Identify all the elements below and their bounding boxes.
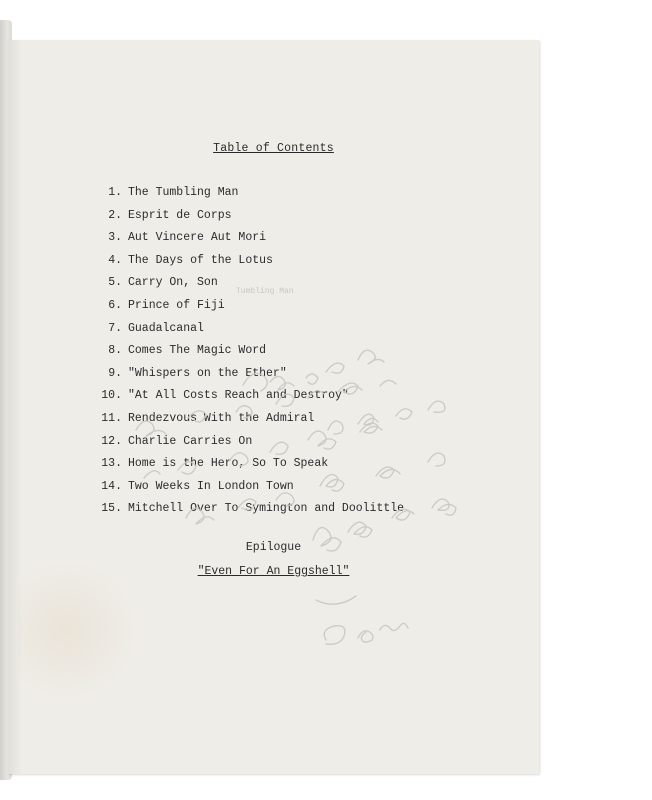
toc-item-title: Aut Vincere Aut Mori: [128, 231, 267, 245]
toc-item-title: Mitchell Over To Symington and Doolittle: [128, 502, 405, 516]
toc-item-title: The Tumbling Man: [128, 186, 239, 199]
toc-item-title: Esprit de Corps: [128, 208, 232, 222]
toc-item: [8, 295, 539, 318]
toc-item: [8, 182, 539, 205]
toc-item-title: Carry On, Son: [128, 276, 218, 290]
toc-item-number: 3.: [108, 231, 122, 245]
toc-item: [8, 476, 539, 499]
toc-item-title: Prince of Fiji: [128, 298, 225, 312]
toc-item-title: "Whispers on the Ether": [128, 366, 287, 380]
toc-item-title: "At All Costs Reach and Destroy": [128, 389, 349, 403]
paper-stain: [18, 560, 138, 700]
toc-item: [8, 272, 539, 295]
toc-item-number: 11.: [101, 411, 122, 425]
manuscript-page: [8, 40, 539, 774]
toc-item-title: Guadalcanal: [128, 321, 204, 335]
toc-item-number: 14.: [101, 479, 122, 493]
toc-item-number: 4.: [108, 253, 122, 267]
toc-item-number: 10.: [101, 389, 122, 403]
toc-item-title: The Days of the Lotus: [128, 253, 273, 267]
toc-item: [8, 408, 539, 431]
toc-item: [8, 205, 539, 228]
page-edge-shadow: [8, 40, 22, 774]
toc-item-number: 1.: [108, 186, 122, 199]
toc-item-number: 9.: [108, 366, 122, 380]
toc-item-number: 12.: [101, 434, 122, 448]
toc-item-title: Charlie Carries On: [128, 434, 253, 448]
toc-item-title: Two Weeks In London Town: [128, 479, 294, 493]
toc-item-number: 7.: [108, 321, 122, 335]
epilogue-label: Epilogue: [245, 541, 302, 554]
toc-item: [8, 227, 539, 250]
toc-item: [8, 363, 539, 386]
epilogue-title: "Even For An Eggshell": [197, 565, 350, 578]
toc-item-number: 2.: [108, 208, 122, 222]
toc-item-title: Home is the Hero, So To Speak: [128, 457, 329, 471]
toc-item-number: 6.: [108, 298, 122, 312]
toc-item-number: 13.: [101, 457, 122, 471]
toc-item-number: 8.: [108, 344, 122, 358]
page-title: Table of Contents: [213, 142, 334, 155]
toc-list: [8, 182, 539, 521]
bleed-through-text: Tumbling Man: [236, 287, 294, 296]
toc-item-title: Rendezvous With the Admiral: [128, 411, 315, 425]
toc-item: [8, 431, 539, 454]
toc-item-number: 15.: [101, 502, 122, 516]
toc-item: [8, 453, 539, 476]
toc-item: [8, 340, 539, 363]
toc-item-number: 5.: [108, 276, 122, 290]
toc-item: [8, 318, 539, 341]
toc-item: [8, 250, 539, 273]
toc-item: [8, 498, 539, 521]
toc-item: [8, 385, 539, 408]
toc-item-title: Comes The Magic Word: [128, 344, 267, 358]
